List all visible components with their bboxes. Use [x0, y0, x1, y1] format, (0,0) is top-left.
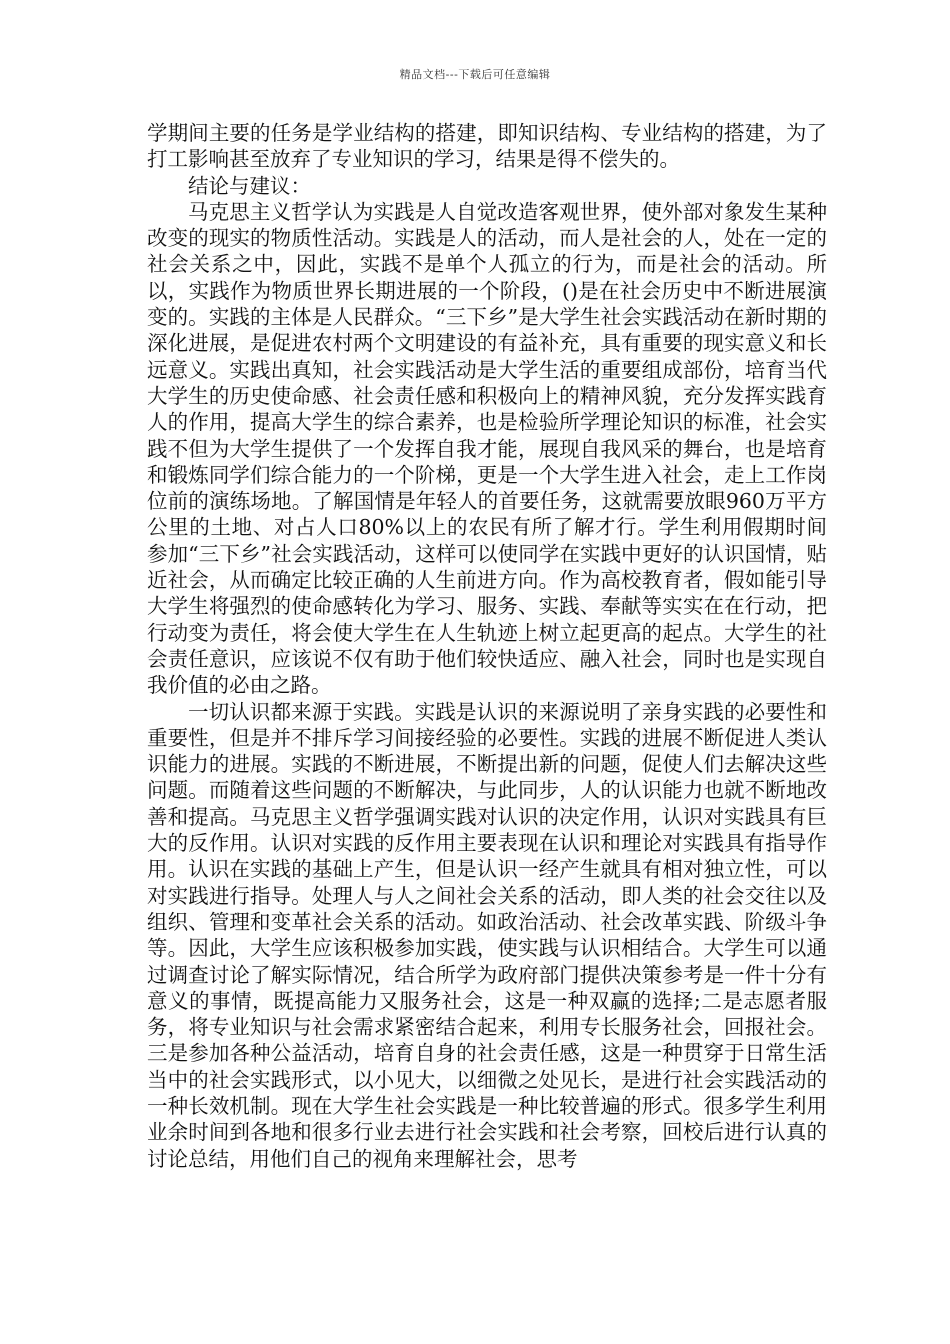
page-header: 精品文档---下载后可任意编辑 [399, 68, 551, 81]
paragraph-practice-theory: 马克思主义哲学认为实践是人自觉改造客观世界，使外部对象发生某种改变的现实的物质性活动。实践是人的活动，而人是社会的人，处在一定的社会关系之中，因此，实践不是单个人孤立的行为，而是社会的活动。所以，实践作为物质世界长期进展的一个阶段，()是在社会历史中不断进展演变的。实践的主体是人民群众。“三下乡”是大学生社会实践活动在新时期的深化进展，是促进农村两个文明建设的有益补充，具有重要的现实意义和长远意义。实践出真知，社会实践活动是大学生活的重要组成部份，培育当代大学生的历史使命感、社会责任感和积极向上的精神风貌，充分发挥实践育人的作用，提高大学生的综合素养，也是检验所学理论知识的标准，社会实践不但为大学生提供了一个发挥自我才能，展现自我风采的舞台，也是培育和锻炼同学们综合能力的一个阶梯，更是一个大学生进入社会，走上工作岗位前的演练场地。了解国情是年轻人的首要任务，这就需要放眼960万平方公里的土地、对占人口80%以上的农民有所了解才行。学生利用假期时间参加“三下乡”社会实践活动，这样可以使同学在实践中更好的认识国情，贴近社会，从而确定比较正确的人生前进方向。作为高校教育者，假如能引导大学生将强烈的使命感转化为学习、服务、实践、奉献等实实在在行动，把行动变为责任，将会使大学生在人生轨迹上树立起更高的起点。大学生的社会责任意识，应该说不仅有助于他们较快适应、融入社会，同时也是实现自我价值的必由之路。 [147, 199, 827, 698]
section-heading-conclusion: 结论与建议： [188, 173, 311, 198]
paragraph-continuation: 学期间主要的任务是学业结构的搭建，即知识结构、专业结构的搭建，为了打工影响甚至放弃了专业知识的学习，结果是得不偿失的。 [147, 121, 827, 172]
document-body [147, 120, 827, 1172]
paragraph-cognition-source: 一切认识都来源于实践。实践是认识的来源说明了亲身实践的必要性和重要性，但是并不排斥学习间接经验的必要性。实践的进展不断促进人类认识能力的进展。实践的不断进展，不断提出新的问题，促使人们去解决这些问题。而随着这些问题的不断解决，与此同步，人的认识能力也就不断地改善和提高。马克思主义哲学强调实践对认识的决定作用，认识对实践具有巨大的反作用。认识对实践的反作用主要表现在认识和理论对实践具有指导作用。认识在实践的基础上产生，但是认识一经产生就具有相对独立性，可以对实践进行指导。处理人与人之间社会关系的活动，即人类的社会交往以及组织、管理和变革社会关系的活动。如政治活动、社会改革实践、阶级斗争等。因此，大学生应该积极参加实践，使实践与认识相结合。大学生可以通过调查讨论了解实际情况，结合所学为政府部门提供决策参考是一件十分有意义的事情，既提高能力又服务社会，这是一种双赢的选择;二是志愿者服务，将专业知识与社会需求紧密结合起来，利用专长服务社会，回报社会。三是参加各种公益活动，培育自身的社会责任感，这是一种贯穿于日常生活当中的社会实践形式，以小见大，以细微之处见长，是进行社会实践活动的一种长效机制。现在大学生社会实践是一种比较普遍的形式。很多学生利用业余时间到各地和很多行业去进行社会实践和社会考察，回校后进行认真的讨论总结，用他们自己的视角来理解社会，思考 [147, 699, 827, 1171]
